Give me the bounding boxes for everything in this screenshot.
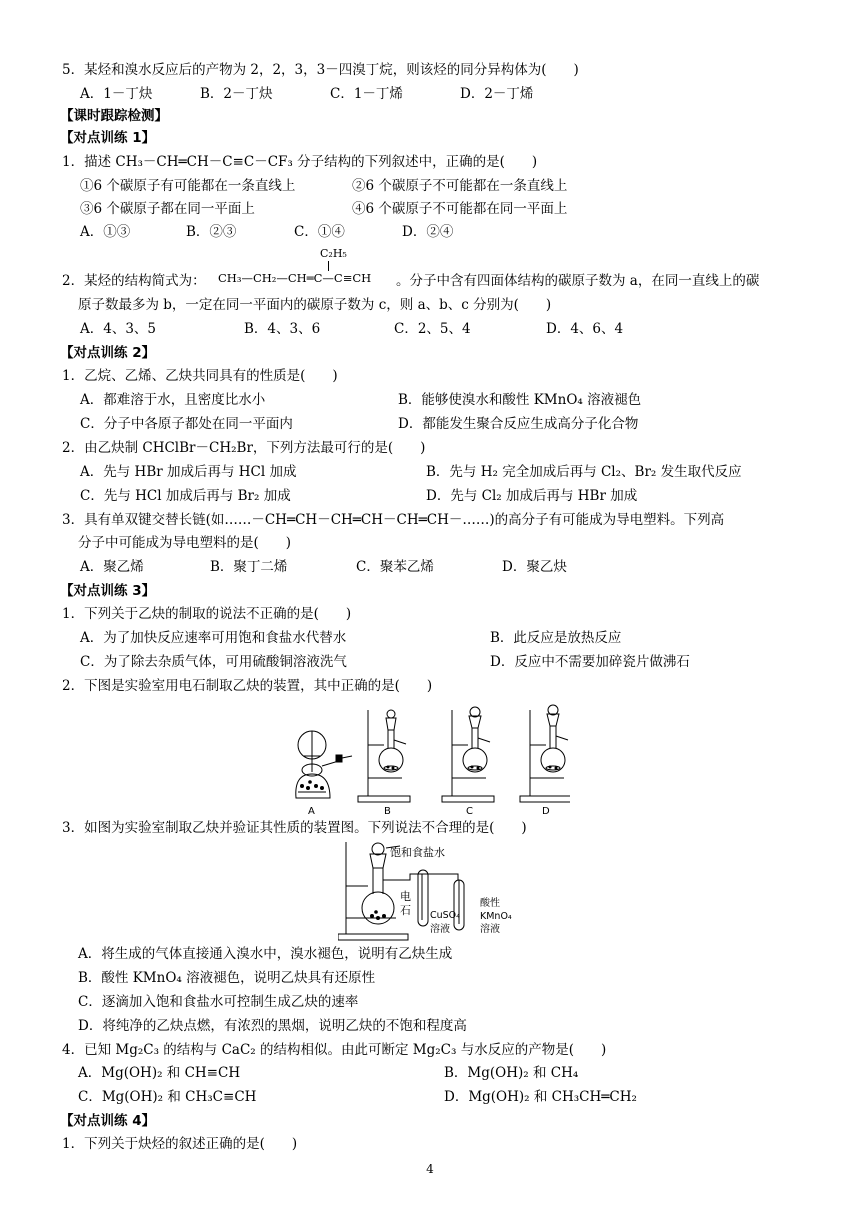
option-d: D．Mg(OH)₂ 和 CH₃CH═CH₂: [444, 1089, 637, 1105]
option-b: B．Mg(OH)₂ 和 CH₄: [444, 1065, 579, 1081]
question-stem: 4．已知 Mg₂C₃ 的结构与 CaC₂ 的结构相似。由此可断定 Mg₂C₃ 与水反应的产物是( ): [62, 1042, 607, 1058]
option-d: D．都能发生聚合反应生成高分子化合物: [398, 416, 639, 432]
training-title: 【对点训练 4】: [60, 1113, 156, 1129]
question-stem: 5．某烃和溴水反应后的产物为 2，2，3，3－四溴丁烷，则该烃的同分异构体为( ): [62, 62, 579, 78]
statement-3: ③6 个碳原子都在同一平面上: [80, 201, 255, 217]
option-a: A．先与 HBr 加成后再与 HCl 加成: [80, 464, 297, 480]
option-b: B．②③: [186, 224, 237, 240]
question-stem: 1．下列关于乙炔的制取的说法不正确的是( ): [62, 606, 352, 622]
option-d: D．4、6、4: [546, 321, 624, 337]
option-d: D．2－丁烯: [460, 86, 534, 102]
branch-bond: [328, 261, 329, 271]
question-stem-cont: 原子数最多为 b，一定在同一平面内的碳原子数为 c，则 a、b、c 分别为( ): [78, 297, 552, 313]
option-a: A．1－丁炔: [80, 86, 153, 102]
option-b: B．2－丁炔: [200, 86, 273, 102]
question-stem: 1．描述 CH₃－CH═CH－C≡C－CF₃ 分子结构的下列叙述中，正确的是( ): [62, 154, 538, 170]
option-d: D．反应中不需要加碎瓷片做沸石: [490, 654, 690, 670]
option-c: C．为了除去杂质气体，可用硫酸铜溶液洗气: [80, 654, 347, 670]
acetylene-apparatus-figure: [338, 840, 534, 942]
option-c: C．2、5、4: [394, 321, 471, 337]
option-b: B．4、3、6: [244, 321, 321, 337]
option-c: C．分子中各原子都处在同一平面内: [80, 416, 293, 432]
question-stem: 3．具有单双键交替长链(如……－CH═CH－CH═CH－CH═CH－……)的高分子有可能成为导电塑料。下列高: [62, 512, 725, 528]
option-a: A．为了加快反应速率可用饱和食盐水代替水: [80, 630, 347, 646]
option-a: A．①③: [80, 224, 131, 240]
option-b: B．此反应是放热反应: [490, 630, 622, 646]
question-stem-cont: 分子中可能成为导电塑料的是( ): [78, 535, 292, 551]
fig-label-c: C: [466, 806, 473, 817]
option-b: B．酸性 KMnO₄ 溶液褪色，说明乙炔具有还原性: [78, 970, 376, 986]
question-stem: 1．乙烷、乙烯、乙炔共同具有的性质是( ): [62, 368, 338, 384]
training-title: 【对点训练 1】: [60, 130, 156, 146]
option-d: D．聚乙炔: [502, 559, 567, 575]
option-a: A．都难溶于水，且密度比水小: [80, 392, 266, 408]
fig-label-a: A: [308, 806, 315, 817]
option-c: C．Mg(OH)₂ 和 CH₃C≡CH: [78, 1089, 257, 1105]
label-cuso4-1: CuSO₄: [430, 910, 460, 921]
option-d: D．先与 Cl₂ 加成后再与 HBr 加成: [426, 488, 638, 504]
label-kmno4-2: KMnO₄: [480, 911, 512, 922]
page-number: 4: [426, 1162, 434, 1176]
fig-label-d: D: [542, 806, 550, 817]
apparatus-d: [520, 705, 570, 802]
formula-branch: C₂H₅: [320, 247, 347, 260]
section-title: 【课时跟踪检测】: [60, 108, 168, 124]
option-c: C．①④: [294, 224, 345, 240]
apparatus-b: [358, 710, 410, 802]
apparatus-figure-abcd: [290, 700, 570, 818]
question-stem: 3．如图为实验室制取乙炔并验证其性质的装置图。下列说法不合理的是( ): [62, 820, 527, 836]
apparatus-c: [442, 707, 494, 802]
statement-1: ①6 个碳原子有可能都在一条直线上: [80, 178, 296, 194]
option-a: A．将生成的气体直接通入溴水中，溴水褪色，说明有乙炔生成: [78, 946, 453, 962]
structural-formula: CH₃—CH₂—CH═C—C≡CH: [218, 271, 372, 285]
fig-label-b: B: [384, 806, 391, 817]
training-title: 【对点训练 3】: [60, 583, 156, 599]
label-carbide-1: 电: [400, 890, 411, 903]
statement-2: ②6 个碳原子不可能都在一条直线上: [352, 178, 568, 194]
option-d: D．将纯净的乙炔点燃，有浓烈的黑烟，说明乙炔的不饱和程度高: [78, 1018, 467, 1034]
option-c: C．先与 HCl 加成后再与 Br₂ 加成: [80, 488, 291, 504]
option-b: B．先与 H₂ 完全加成后再与 Cl₂、Br₂ 发生取代反应: [426, 464, 742, 480]
label-cuso4-2: 溶液: [430, 924, 450, 935]
question-stem: 2．下图是实验室用电石制取乙炔的装置，其中正确的是( ): [62, 678, 433, 694]
label-carbide-2: 石: [400, 904, 411, 917]
option-c: C．聚苯乙烯: [356, 559, 434, 575]
question-stem-cont: 。分子中含有四面体结构的碳原子数为 a，在同一直线上的碳: [396, 273, 760, 289]
question-stem: 1．下列关于炔烃的叙述正确的是( ): [62, 1136, 298, 1152]
question-stem: 2．由乙炔制 CHClBr－CH₂Br，下列方法最可行的是( ): [62, 440, 426, 456]
option-a: A．Mg(OH)₂ 和 CH≡CH: [78, 1065, 241, 1081]
option-b: B．能够使溴水和酸性 KMnO₄ 溶液褪色: [398, 392, 642, 408]
option-c: C．1－丁烯: [330, 86, 403, 102]
label-kmno4-3: 溶液: [480, 924, 500, 935]
option-c: C．逐滴加入饱和食盐水可控制生成乙炔的速率: [78, 994, 359, 1010]
option-a: A．聚乙烯: [80, 559, 144, 575]
statement-4: ④6 个碳原子不可能都在同一平面上: [352, 201, 568, 217]
label-kmno4-1: 酸性: [480, 898, 500, 909]
option-b: B．聚丁二烯: [210, 559, 288, 575]
question-stem: 2．某烃的结构简式为：: [62, 273, 206, 289]
label-brine: 饱和食盐水: [390, 846, 445, 859]
option-a: A．4、3、5: [80, 321, 157, 337]
option-d: D．②④: [402, 224, 454, 240]
training-title: 【对点训练 2】: [60, 345, 156, 361]
